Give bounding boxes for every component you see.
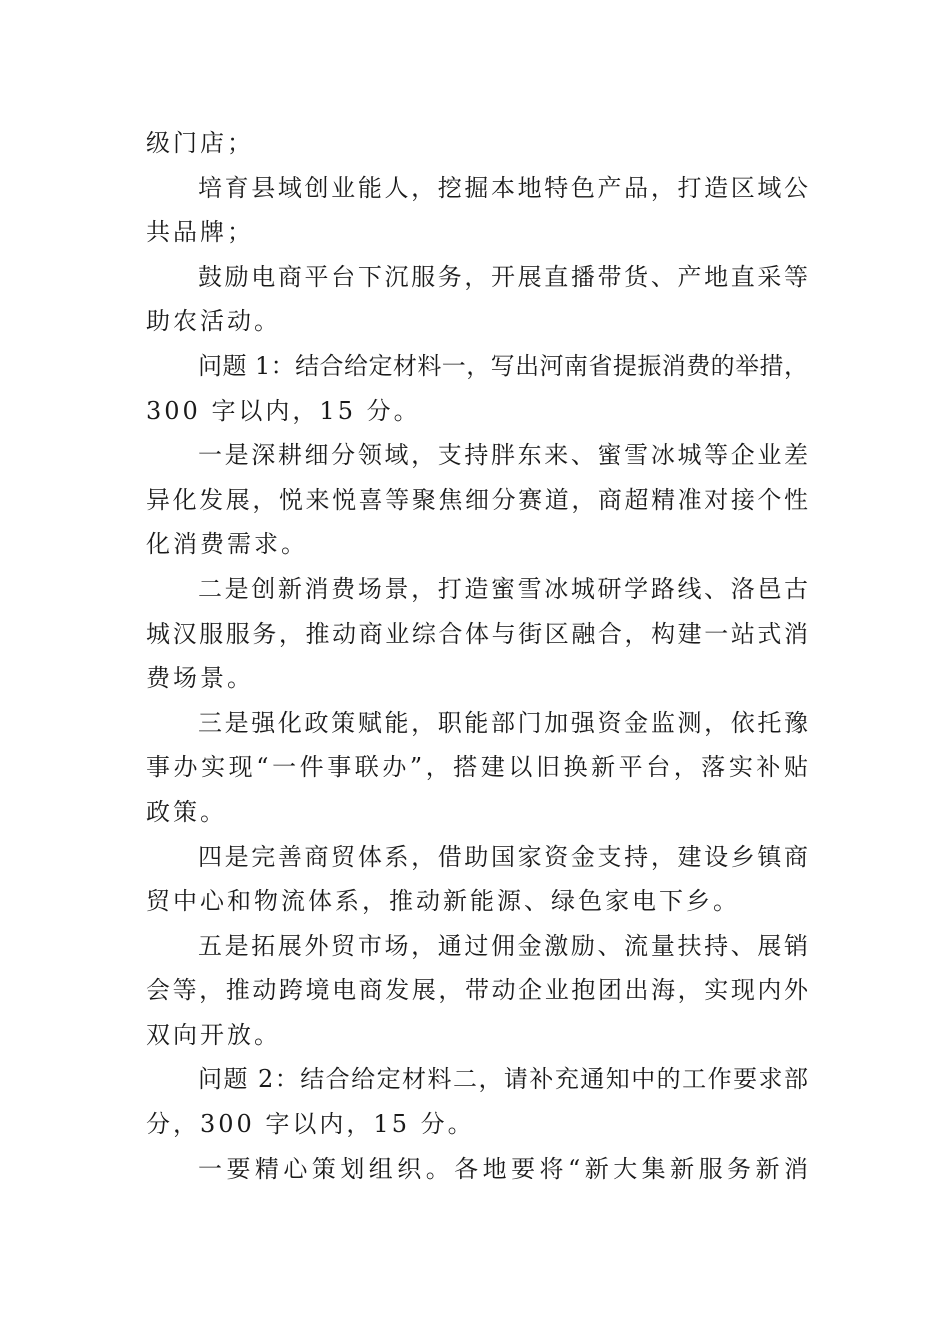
paragraph-line: 三是强化政策赋能，职能部门加强资金监测，依托豫	[198, 708, 808, 737]
paragraph-line: 会等，推动跨境电商发展，带动企业抱团出海，实现内外	[146, 976, 808, 1005]
paragraph-line: 城汉服服务，推动商业综合体与街区融合，构建一站式消	[146, 619, 808, 648]
paragraph-line: 异化发展，悦来悦喜等聚焦细分赛道，商超精准对接个性	[146, 485, 808, 514]
document-body	[146, 121, 808, 1191]
paragraph-line: 二是创新消费场景，打造蜜雪冰城研学路线、洛邑古	[198, 574, 808, 603]
paragraph-line: 一是深耕细分领域，支持胖东来、蜜雪冰城等企业差	[198, 441, 808, 470]
paragraph-line: 五是拓展外贸市场，通过佣金激励、流量扶持、展销	[198, 931, 808, 960]
question-line: 问题 1：结合给定材料一，写出河南省提振消费的举措，	[198, 351, 808, 380]
paragraph-line: 费场景。	[146, 664, 254, 693]
paragraph-line: 培育县域创业能人，挖掘本地特色产品，打造区域公	[198, 173, 808, 202]
paragraph-line: 双向开放。	[146, 1020, 281, 1049]
paragraph-line: 一要精心策划组织。各地要将“新大集新服务新消	[198, 1154, 808, 1183]
paragraph-line: 贸中心和物流体系，推动新能源、绿色家电下乡。	[146, 887, 740, 916]
paragraph-line: 助农活动。	[146, 307, 281, 336]
paragraph-line: 事办实现“一件事联办”，搭建以旧换新平台，落实补贴	[146, 753, 808, 782]
paragraph-line: 政策。	[146, 797, 227, 826]
question-line: 300 字以内，15 分。	[146, 396, 421, 425]
paragraph-line: 共品牌；	[146, 218, 254, 247]
paragraph-line: 级门店；	[146, 129, 254, 157]
paragraph-line: 鼓励电商平台下沉服务，开展直播带货、产地直采等	[198, 262, 808, 291]
paragraph-line: 化消费需求。	[146, 530, 308, 559]
question-line: 分，300 字以内，15 分。	[146, 1110, 475, 1139]
paragraph-line: 四是完善商贸体系，借助国家资金支持，建设乡镇商	[198, 842, 808, 871]
question-line: 问题 2：结合给定材料二，请补充通知中的工作要求部	[198, 1065, 808, 1094]
